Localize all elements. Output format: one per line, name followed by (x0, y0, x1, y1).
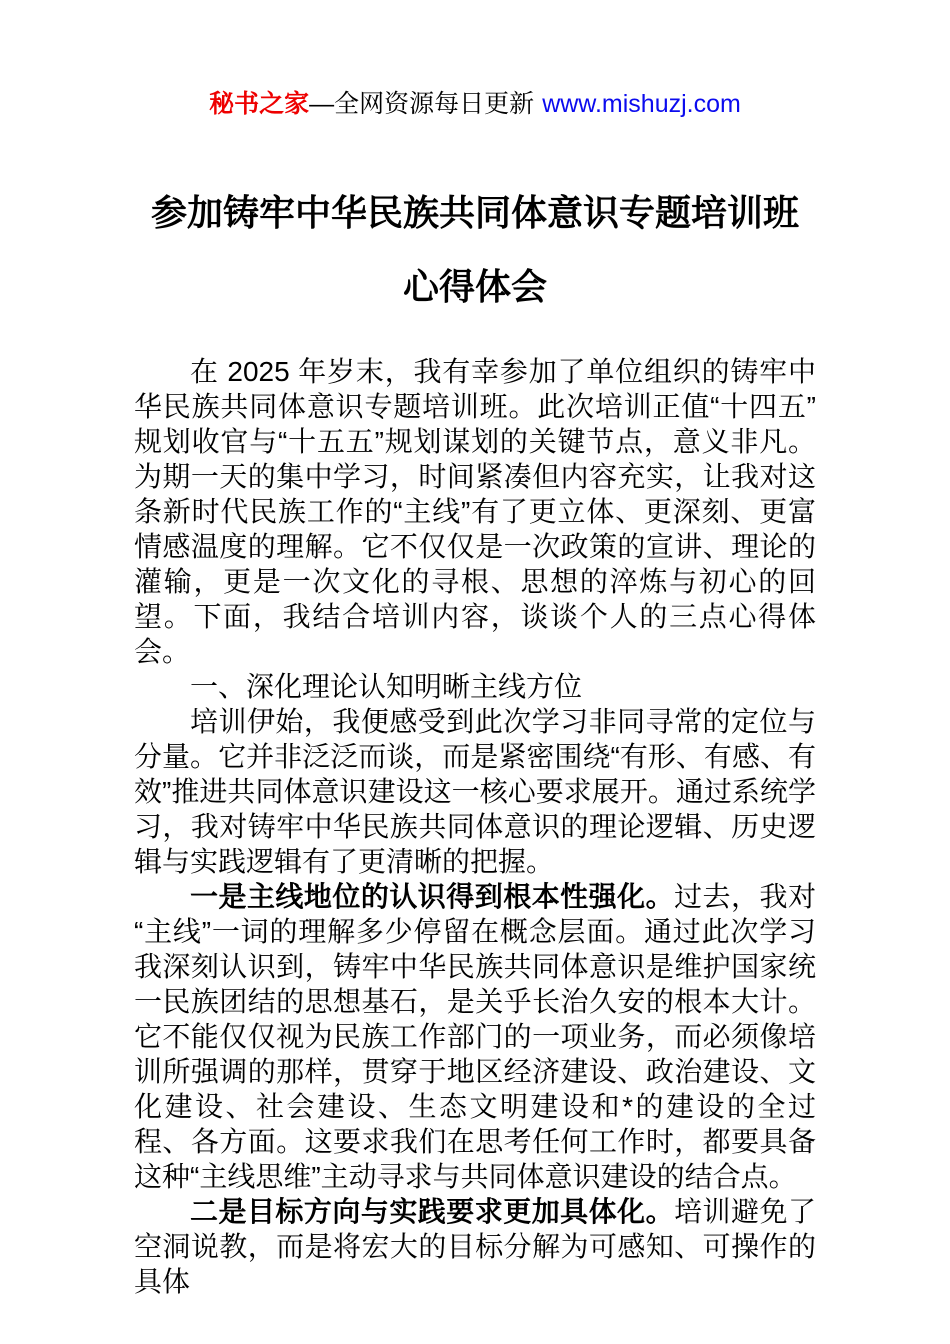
paragraph (134, 879, 816, 1194)
paragraph (134, 704, 816, 879)
doc-title (0, 176, 950, 324)
paragraph (134, 354, 816, 669)
paragraph-text: 一、深化理论认知明晰主线方位 (190, 671, 583, 702)
paragraph-text: 过去，我对“主线”一词的理解多少停留在概念层面。通过此次学习我深刻认识到，铸牢中华民族共同体意识是维护国家统一民族团结的思想基石，是关乎长治久安的根本大计。它不能仅仅视为民族工作部门的一项业务，而必须像培训所强调的那样，贯穿于地区经济建设、政治建设、文化建设、社会建设、生态文明建设和*的建设的全过程、各方面。这要求我们在思考任何工作时，都要具备这种“主线思维”主动寻求与共同体意识建设的结合点。 (134, 881, 816, 1192)
site-url[interactable]: www.mishuzj.com (542, 90, 741, 118)
doc-title-line-1: 参加铸牢中华民族共同体意识专题培训班 (150, 192, 799, 233)
section-heading (134, 669, 816, 704)
site-tagline: —全网资源每日更新 (309, 90, 535, 118)
paragraph-lead-bold: 一是主线地位的认识得到根本性强化。 (190, 881, 675, 912)
paragraph-text: 在 2025 年岁末，我有幸参加了单位组织的铸牢中华民族共同体意识专题培训班。此次培训正值“十四五”规划收官与“十五五”规划谋划的关键节点，意义非凡。为期一天的集中学习，时间紧凑但内容充实，让我对这条新时代民族工作的“主线”有了更立体、更深刻、更富情感温度的理解。它不仅仅是一次政策的宣讲、理论的灌输，更是一次文化的寻根、思想的淬炼与初心的回望。下面，我结合培训内容，谈谈个人的三点心得体会。 (134, 356, 816, 667)
paragraph-text: 培训伊始，我便感受到此次学习非同寻常的定位与分量。它并非泛泛而谈，而是紧密围绕“有形、有感、有效”推进共同体意识建设这一核心要求展开。通过系统学习，我对铸牢中华民族共同体意识的理论逻辑、历史逻辑与实践逻辑有了更清晰的把握。 (134, 706, 816, 877)
document-body (134, 354, 816, 1299)
paragraph (134, 1194, 816, 1299)
site-brand: 秘书之家 (209, 90, 310, 118)
doc-title-line-2: 心得体会 (402, 266, 547, 307)
site-header-line (0, 0, 950, 120)
paragraph-text: 培训避免了空洞说教，而是将宏大的目标分解为可感知、可操作的具体 (134, 1196, 816, 1297)
paragraph-lead-bold: 二是目标方向与实践要求更加具体化。 (190, 1196, 675, 1227)
